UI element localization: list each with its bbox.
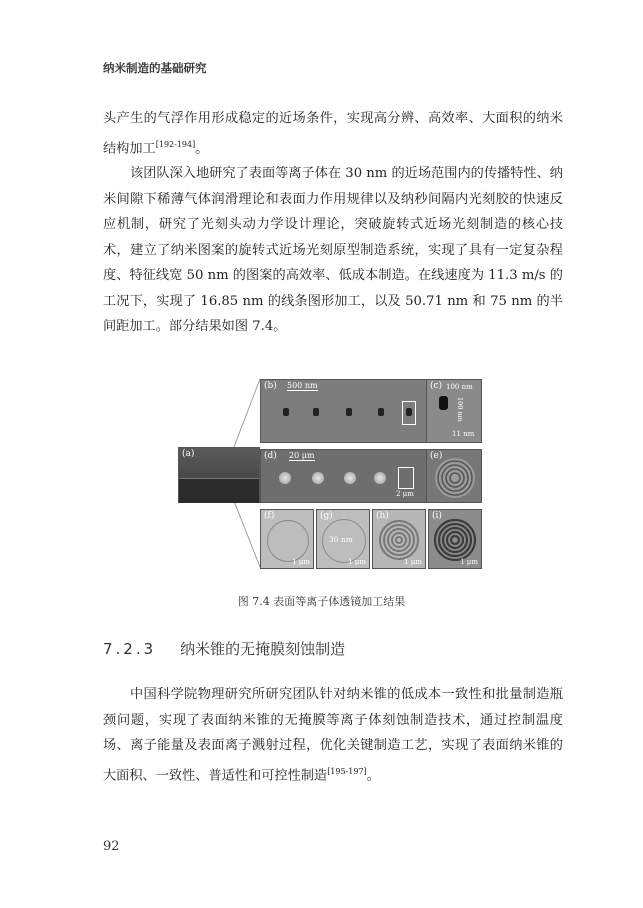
running-header: 纳米制造的基础研究 xyxy=(103,61,207,75)
panel-a-wafer-edge xyxy=(179,478,259,503)
panel-h-scale: 1 μm xyxy=(404,558,422,566)
panel-a-label: (a) xyxy=(182,449,195,459)
nano-dot xyxy=(313,408,319,416)
nano-dot xyxy=(283,408,289,416)
nano-dot xyxy=(378,408,384,416)
panel-i-scale: 1 μm xyxy=(460,558,478,566)
nano-dot xyxy=(406,408,412,416)
panel-c-label: (c) xyxy=(430,381,443,391)
panel-d-scale-bottom: 2 μm xyxy=(396,490,414,498)
paragraph-1 xyxy=(103,106,563,161)
citation-192-194: [192-194] xyxy=(155,139,196,149)
panel-g-label: (g) xyxy=(320,511,333,521)
panel-c xyxy=(426,379,482,443)
panel-g-scale: 1 μm xyxy=(348,558,366,566)
panel-c-scale-side: 100 nm xyxy=(456,397,464,422)
panel-d xyxy=(260,449,428,503)
panel-f-scale: 1 μm xyxy=(292,558,310,566)
paragraph-3 xyxy=(103,682,563,788)
ring-f xyxy=(267,520,309,562)
zoom-box xyxy=(398,467,414,489)
top-text-block xyxy=(103,106,563,340)
lens-spot xyxy=(374,472,386,484)
panel-b-label: (b) xyxy=(264,381,277,391)
panel-c-feature xyxy=(439,396,448,410)
section-number: 7.2.3 xyxy=(103,640,157,658)
panel-b-scale: 500 nm xyxy=(287,381,318,390)
panel-g-center-scale: 30 nm xyxy=(329,535,353,544)
panel-c-scale-top: 100 nm xyxy=(446,383,473,391)
panel-h-label: (h) xyxy=(376,511,389,521)
panel-e-label: (e) xyxy=(430,451,443,461)
panel-i-label: (i) xyxy=(432,511,442,521)
bottom-text-block xyxy=(103,682,563,788)
paragraph-1-end: 。 xyxy=(195,140,209,156)
panel-f-label: (f) xyxy=(264,511,275,521)
panel-d-scale-top: 20 μm xyxy=(289,451,315,460)
panel-e xyxy=(426,449,482,503)
section-heading xyxy=(103,638,345,659)
paragraph-3-text: 中国科学院物理研究所研究团队针对纳米锥的低成本一致性和批量制造瓶颈问题，实现了表面纳米锥的无掩膜等离子体刻蚀制造技术，通过控制温度场、离子能量及表面离子溅射过程，优化关键制造工艺，实现了表面纳米锥的大面积、一致性、普适性和可控性制造 xyxy=(103,687,563,783)
paragraph-2: 该团队深入地研究了表面等离子体在 30 nm 的近场范围内的传播特性、纳米间隙下稀薄气体润滑理论和表面力作用规律以及纳秒间隔内光刻胶的快速反应机制，研究了光刻头动力学设计理论，突破旋转式近场光刻制造的核心技术，建立了纳米图案的旋转式近场光刻原型制造系统，实现了具有一定复杂程度、特征线宽 50 nm 的图案的高效率、低成本制造。在线速度为 11.3 m/s 的工况下，实现了 16.85 nm 的线条图形加工，以及 50.71 nm 和 75 nm 的半间距加工。部分结果如图 7.4。 xyxy=(103,166,563,335)
paragraph-3-end: 。 xyxy=(366,767,380,783)
panel-a xyxy=(178,447,260,503)
panel-d-label: (d) xyxy=(264,451,277,461)
figure-caption: 图 7.4 表面等离子体透镜加工结果 xyxy=(237,595,406,608)
spiral-lens-e xyxy=(427,450,481,502)
nano-dot xyxy=(346,408,352,416)
panel-g xyxy=(316,509,370,569)
paragraph-1-text: 头产生的气浮作用形成稳定的近场条件，实现高分辨、高效率、大面积的纳米结构加工 xyxy=(103,111,563,156)
section-title: 纳米锥的无掩膜刻蚀制造 xyxy=(180,640,346,658)
panel-f xyxy=(260,509,314,569)
figure-7-4 xyxy=(178,375,482,569)
panel-h xyxy=(372,509,426,569)
panel-b xyxy=(260,379,428,443)
panel-i xyxy=(428,509,482,569)
lens-spot xyxy=(312,472,324,484)
citation-195-197: [195-197] xyxy=(327,766,367,776)
lens-spot xyxy=(344,472,356,484)
lens-spot xyxy=(279,472,291,484)
panel-c-scale-bottom: 11 nm xyxy=(452,430,475,438)
page-number: 92 xyxy=(103,839,120,854)
